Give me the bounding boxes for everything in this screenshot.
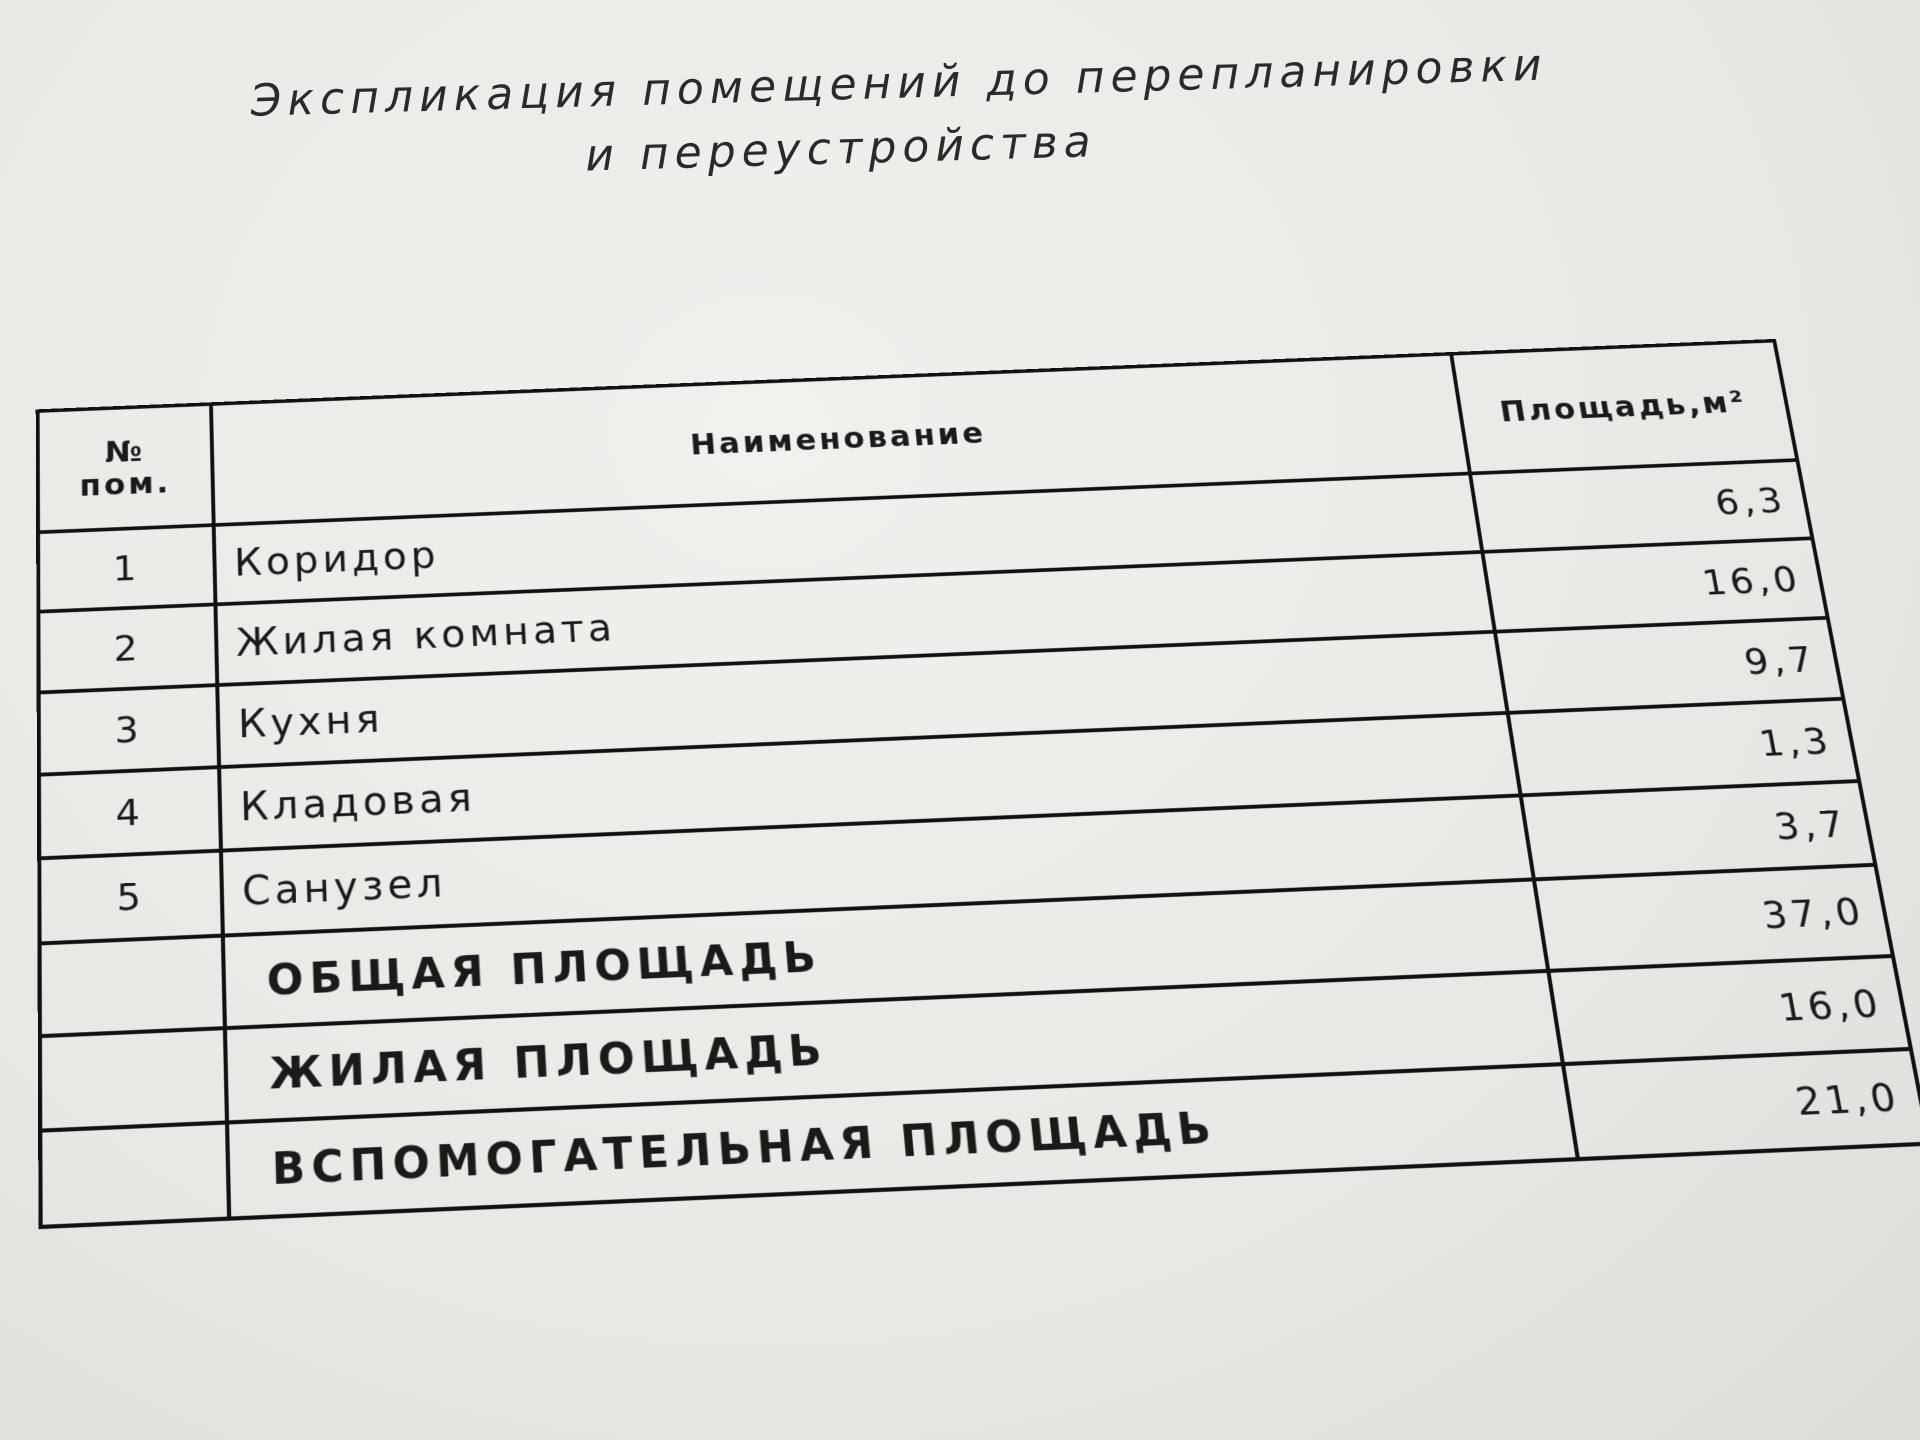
empty-number-cell (40, 1028, 227, 1130)
room-area: 3,7 (1521, 781, 1876, 879)
header-area: Площадь,м² (1451, 341, 1797, 474)
room-area: 1,3 (1508, 699, 1860, 796)
room-number: 2 (38, 604, 217, 692)
room-area: 9,7 (1495, 618, 1843, 713)
total-value: 16,0 (1548, 956, 1911, 1064)
room-name: Жилая комната (215, 552, 1494, 685)
total-label: ОБЩАЯ ПЛОЩАДЬ (223, 879, 1548, 1028)
room-name: Коридор (214, 473, 1483, 604)
empty-number-cell (40, 1122, 229, 1226)
room-number: 5 (39, 851, 223, 944)
header-room-name: Наименование (211, 354, 1470, 525)
room-name: Санузел (221, 795, 1534, 935)
room-area: 16,0 (1482, 538, 1827, 631)
room-name: Кухня (217, 632, 1507, 767)
explication-table (36, 339, 1920, 1229)
total-label: ВСПОМОГАТЕЛЬНАЯ ПЛОЩАДЬ (227, 1064, 1578, 1219)
total-label: ЖИЛАЯ ПЛОЩАДЬ (225, 971, 1563, 1123)
explication-table-wrapper (36, 338, 1920, 1289)
title-line-1: Экспликация помещений до перепланировки (250, 39, 1549, 127)
room-number: 1 (38, 525, 215, 612)
header-room-number: № пом. (38, 404, 214, 532)
total-value: 37,0 (1534, 865, 1893, 971)
room-number: 3 (39, 685, 219, 775)
empty-number-cell (40, 936, 225, 1037)
room-area: 6,3 (1470, 460, 1812, 552)
room-number: 4 (39, 767, 221, 858)
total-value: 21,0 (1563, 1049, 1920, 1159)
document-title (0, 23, 1920, 205)
title-line-2: и переустройства (584, 116, 1098, 182)
room-name: Кладовая (219, 713, 1521, 851)
